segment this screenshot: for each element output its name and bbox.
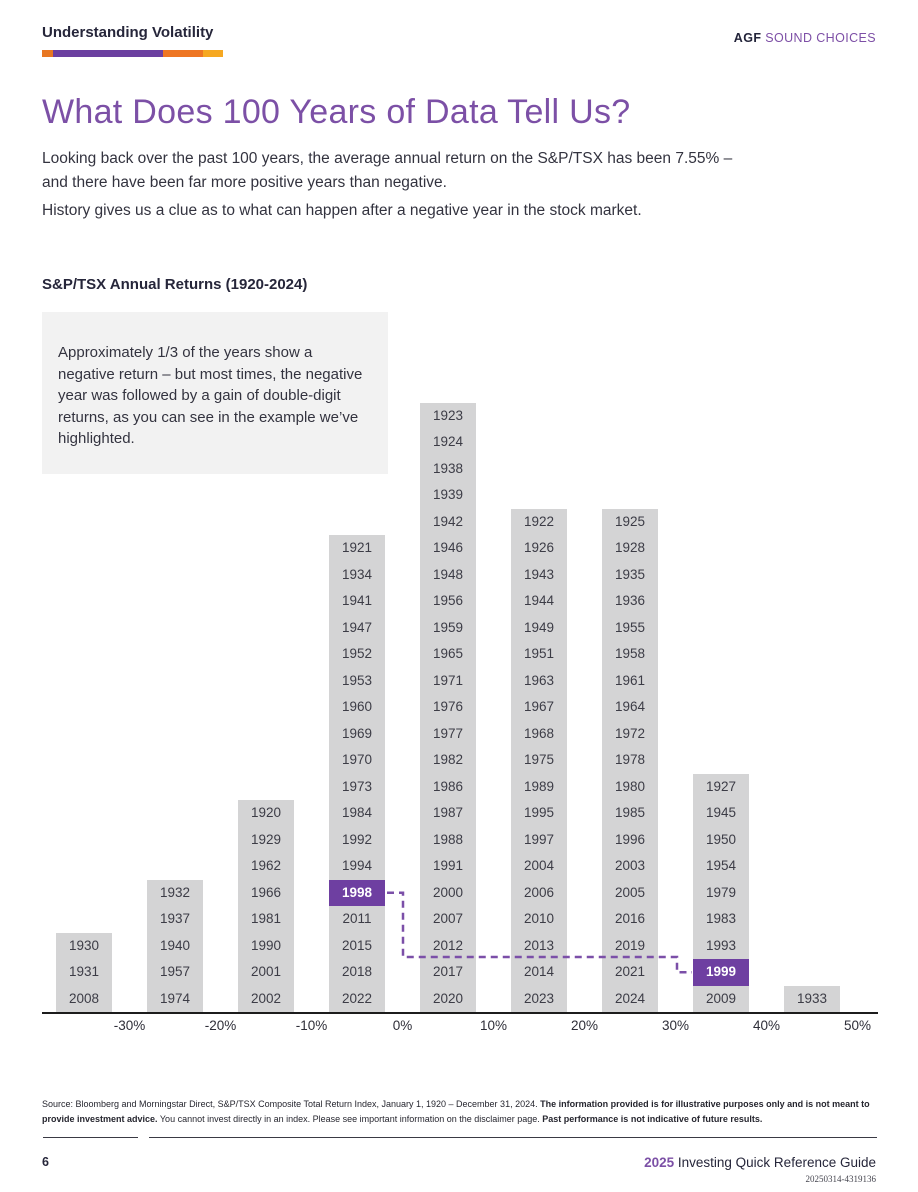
year-cell-1963: 1963 [523,672,555,688]
year-cell-1954: 1954 [705,858,737,873]
year-cell-1958: 1958 [614,646,646,661]
year-cell-2017: 2017 [432,964,464,979]
year-cell-1995: 1995 [523,805,555,820]
year-cell-1948: 1948 [432,566,464,582]
year-cell-1947: 1947 [341,619,373,635]
year-cell-2020: 2020 [432,990,464,1006]
year-cell-1940: 1940 [159,937,191,953]
year-cell-1922: 1922 [523,513,555,529]
histogram-column-0%to10% [420,403,476,1013]
year-cell-2003: 2003 [614,858,646,873]
guide-footer [644,1155,876,1170]
year-cell-1928: 1928 [614,540,646,555]
brand-logo [734,31,876,45]
x-tick--10%: -10% [295,1018,328,1033]
year-cell-1976: 1976 [432,699,464,714]
year-cell-1951: 1951 [523,646,555,661]
year-cell-1946: 1946 [432,540,464,555]
year-cell-2004: 2004 [523,858,555,873]
bar-segment-orange-small [42,50,53,57]
year-cell-1984: 1984 [341,805,373,820]
x-axis-labels [42,1018,878,1042]
year-cell-1935: 1935 [614,566,646,582]
year-cell-1978: 1978 [614,752,646,767]
bar-segment-yellow [203,50,223,57]
guide-year: 2025 [644,1155,675,1170]
histogram-column-20%to30% [602,509,658,1013]
x-tick--20%: -20% [204,1018,237,1033]
year-cell-2012: 2012 [432,937,464,953]
section-eyebrow: Understanding Volatility [42,24,214,41]
year-cell-1953: 1953 [341,672,373,688]
year-cell-2005: 2005 [614,884,646,900]
intro-paragraph-1: Looking back over the past 100 years, the average annual return on the S&P/TSX has been 7.55% – and there have been far more positive years than negative. [42,150,733,191]
x-tick--30%: -30% [113,1018,146,1033]
year-cell-1938: 1938 [432,460,464,476]
year-cell-2015: 2015 [341,937,373,953]
year-cell-1924: 1924 [432,434,464,449]
histogram-column-40%to50% [784,986,840,1013]
source-disclaimer [42,1097,877,1127]
year-cell-2014: 2014 [523,964,555,979]
year-cell-2001: 2001 [250,964,282,979]
year-cell-2007: 2007 [432,911,464,926]
year-cell-1989: 1989 [523,778,555,794]
year-cell-1943: 1943 [523,566,555,582]
bar-segment-orange [163,50,203,57]
year-cell-1945: 1945 [705,805,737,820]
year-cell-1932: 1932 [159,884,191,900]
year-cell-2019: 2019 [614,937,646,953]
histogram-column--30%to-20% [147,880,203,1013]
year-cell-1923: 1923 [432,407,464,423]
year-cell-1942: 1942 [432,513,464,529]
x-tick-30%: 30% [661,1018,690,1033]
intro-paragraph-2: History gives us a clue as to what can happen after a negative year in the stock market. [42,202,642,219]
year-cell-1994: 1994 [341,858,373,873]
year-cell-1987: 1987 [432,805,464,820]
brand-agf: AGF [733,31,762,45]
year-cell-1990: 1990 [250,937,282,953]
year-cell-2009: 2009 [705,990,737,1006]
year-cell-1939: 1939 [432,487,464,502]
year-cell-2022: 2022 [341,990,373,1006]
year-cell-1982: 1982 [432,752,464,767]
x-tick-10%: 10% [479,1018,508,1033]
disclaimer-bold-2: Past performance is not indicative of future results. [542,1114,763,1124]
footer-rule-short [43,1137,138,1138]
year-cell-1964: 1964 [614,699,646,714]
year-cell-1970: 1970 [341,752,373,767]
year-cell-1934: 1934 [341,566,373,582]
year-cell-1981: 1981 [250,911,282,926]
year-cell-1933: 1933 [796,990,828,1006]
disclaimer-bold-1: The information provided is for illustrative purposes only and is not meant to provide investment advice. [42,1099,870,1124]
year-cell-1973: 1973 [341,778,373,794]
year-cell-1927: 1927 [705,778,737,794]
year-cell-1969: 1969 [341,725,373,741]
year-cell-1993: 1993 [705,937,737,953]
histogram-plot [42,394,878,1014]
histogram-column-10%to20% [511,509,567,1013]
footer-rule-long [149,1137,877,1138]
histogram-bars [42,394,840,1012]
year-cell-2002: 2002 [250,990,282,1006]
year-cell-1937: 1937 [159,911,191,926]
year-cell-2018: 2018 [341,964,373,979]
year-cell-1925: 1925 [614,513,646,529]
brand-sound-choices: SOUND CHOICES [761,31,876,45]
year-cell-1949: 1949 [523,619,555,635]
year-cell-1977: 1977 [432,725,464,741]
year-cell-2024: 2024 [614,990,646,1006]
year-cell-1998: 1998 [329,880,385,907]
year-cell-1991: 1991 [432,858,464,873]
brand-color-bar [42,50,223,57]
year-cell-1936: 1936 [614,593,646,608]
year-cell-1955: 1955 [614,619,646,635]
year-cell-1968: 1968 [523,725,555,741]
year-cell-2006: 2006 [523,884,555,900]
year-cell-1961: 1961 [614,672,646,688]
year-cell-1983: 1983 [705,911,737,926]
year-cell-1956: 1956 [432,593,464,608]
year-cell-2010: 2010 [523,911,555,926]
histogram-column-30%to40% [693,774,749,1013]
year-cell-1980: 1980 [614,778,646,794]
year-cell-2016: 2016 [614,911,646,926]
disclaimer-source: Source: Bloomberg and Morningstar Direct, S&P/TSX Composite Total Return Index, January 1, 1920 – December 31, 2024. [42,1099,541,1109]
year-cell-2011: 2011 [342,911,372,926]
x-tick-0%: 0% [392,1018,413,1033]
histogram-column--40%to-30% [56,933,112,1013]
year-cell-1921: 1921 [341,540,373,555]
document-number: 20250314-4319136 [805,1174,876,1184]
page-title: What Does 100 Years of Data Tell Us? [42,93,631,131]
year-cell-1985: 1985 [614,805,646,820]
disclaimer-middle: You cannot invest directly in an index. Please see important information on the disclaimer page. [157,1114,543,1124]
year-cell-1971: 1971 [432,672,464,688]
year-cell-1929: 1929 [250,831,282,847]
year-cell-1966: 1966 [250,884,282,900]
year-cell-1996: 1996 [614,831,646,847]
year-cell-1979: 1979 [705,884,737,900]
x-tick-40%: 40% [752,1018,781,1033]
year-cell-1999: 1999 [693,959,749,986]
histogram-column--20%to-10% [238,800,294,1012]
year-cell-1957: 1957 [159,964,191,979]
year-cell-1997: 1997 [523,831,555,847]
chart-title: S&P/TSX Annual Returns (1920-2024) [42,276,308,293]
year-cell-2013: 2013 [523,937,555,953]
year-cell-1988: 1988 [432,831,464,847]
guide-title: Investing Quick Reference Guide [674,1155,876,1170]
year-cell-1931: 1931 [68,964,100,979]
year-cell-1952: 1952 [341,646,373,661]
year-cell-1960: 1960 [341,699,373,714]
year-cell-1962: 1962 [250,858,282,873]
year-cell-2000: 2000 [432,884,464,900]
year-cell-1941: 1941 [341,593,373,608]
year-cell-1967: 1967 [523,699,555,714]
year-cell-2023: 2023 [523,990,555,1006]
x-tick-20%: 20% [570,1018,599,1033]
x-tick-50%: 50% [843,1018,872,1033]
year-cell-1926: 1926 [523,540,555,555]
year-cell-1950: 1950 [705,831,737,847]
year-cell-1920: 1920 [250,805,282,820]
year-cell-1992: 1992 [341,831,373,847]
histogram-column--10%to0% [329,535,385,1012]
year-cell-2021: 2021 [614,964,646,979]
year-cell-1972: 1972 [614,725,646,741]
bar-segment-purple [53,50,163,57]
year-cell-1974: 1974 [159,990,191,1006]
year-cell-1965: 1965 [432,646,464,661]
year-cell-1930: 1930 [68,937,100,953]
year-cell-1944: 1944 [523,593,555,608]
year-cell-2008: 2008 [68,990,100,1006]
callout-box: Approximately 1/3 of the years show a negative return – but most times, the negative year was followed by a gain of double-digit returns, as you can see in the example we’ve highlighted. [42,312,388,474]
year-cell-1959: 1959 [432,619,464,635]
year-cell-1986: 1986 [432,778,464,794]
page-number: 6 [42,1155,49,1169]
year-cell-1975: 1975 [523,752,555,767]
